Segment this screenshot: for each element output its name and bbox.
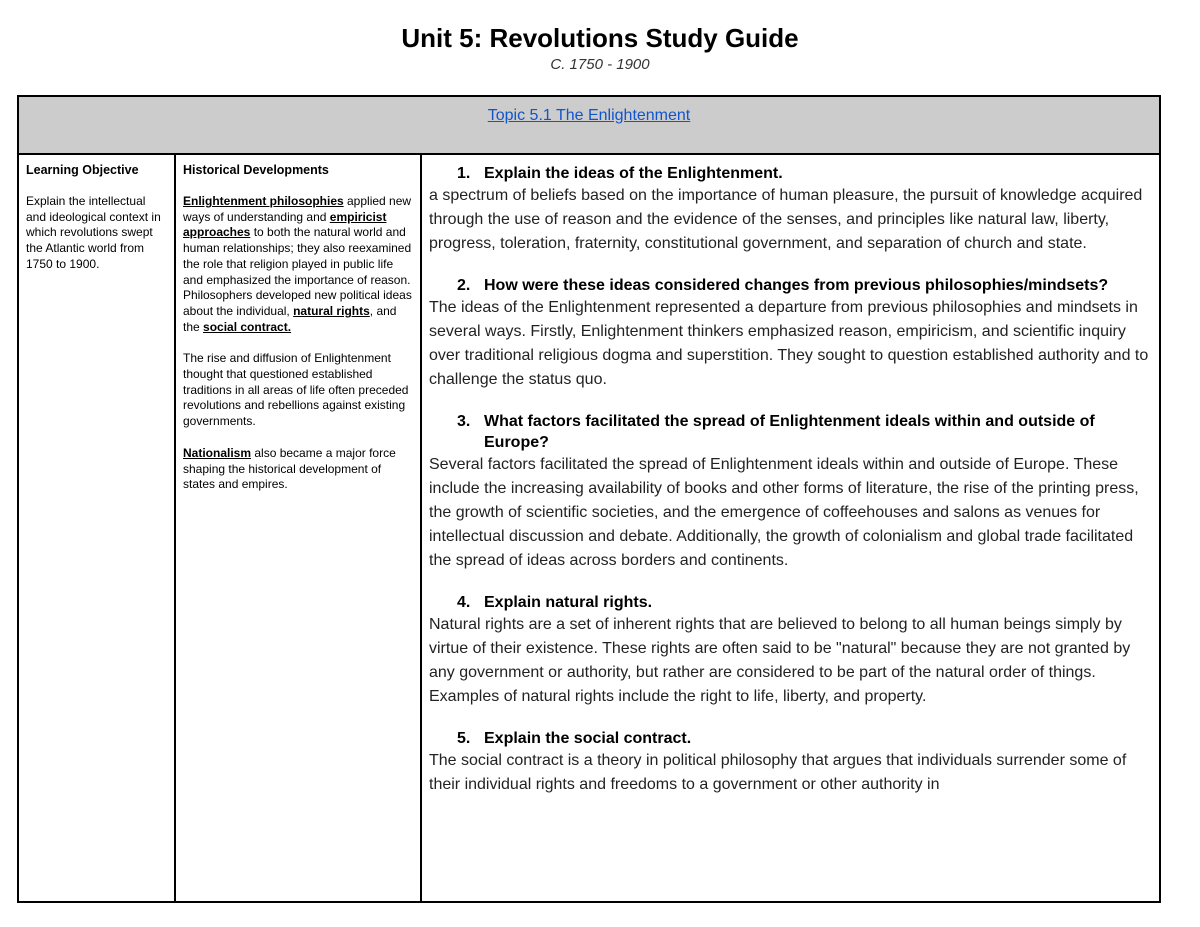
questions-column — [422, 155, 1159, 901]
question-answer: Natural rights are a set of inherent rights that are believed to belong to all human beings simply by virtue of their existence. These rights are often said to be "natural" because they are not granted by any government or authority, but rather are considered to be part of the natural order of things. Examples of natural rights include the right to life, liberty, and property. — [429, 616, 1131, 705]
question-item — [429, 275, 1151, 392]
term-empiricist-approaches: empiricist approaches — [183, 209, 387, 240]
question-title: 5. Explain the social contract. — [457, 730, 692, 747]
question-item — [429, 163, 1151, 256]
question-number: 3. — [457, 413, 471, 430]
developments-paragraph-1: Enlightenment philosophies applied new ways of understanding and empiricist approaches to both the natural world and human relationships; they also reexamined the role that religion played in public life and emphasized the importance of reason. Philosophers developed new political ideas about the individual, natural rights, and the social contract. — [183, 194, 412, 334]
page-title: Unit 5: Revolutions Study Guide — [401, 23, 799, 53]
question-answer: Several factors facilitated the spread of Enlightenment ideals within and outside of Europe. These include the increasing availability of books and other forms of literature, the rise of the printing press, the growth of scientific societies, and the emergence of coffeehouses and salons as venues for intellectual discussion and debate. Additionally, the growth of colonialism and global trade facilitated the spread of ideas across borders and continents. — [429, 456, 1139, 569]
learning-objective-text: Explain the intellectual and ideological context in which revolutions swept the Atlantic world from 1750 to 1900. — [26, 194, 161, 271]
page-subtitle: C. 1750 - 1900 — [550, 56, 650, 73]
learning-objective-heading: Learning Objective — [26, 163, 139, 177]
question-number: 2. — [457, 277, 471, 294]
historical-developments-column — [176, 155, 422, 901]
question-title: 4. Explain natural rights. — [457, 594, 653, 611]
term-natural-rights: natural rights — [293, 303, 370, 318]
question-item — [429, 728, 1151, 797]
term-social-contract: social contract. — [203, 319, 292, 334]
question-title: 2. How were these ideas considered changes from previous philosophies/mindsets? — [457, 277, 1109, 294]
question-item — [429, 411, 1151, 573]
question-number: 4. — [457, 594, 471, 611]
question-answer: a spectrum of beliefs based on the importance of human pleasure, the pursuit of knowledge acquired through the use of reason and the evidence of the senses, and principles like natural law, liberty, progress, toleration, fraternity, constitutional government, and separation of church and state. — [429, 187, 1143, 252]
developments-paragraph-2: The rise and diffusion of Enlightenment thought that questioned established traditions in all areas of life often preceded revolutions and rebellions against existing governments. — [183, 351, 409, 429]
learning-objective-column — [19, 155, 176, 901]
historical-developments-heading: Historical Developments — [183, 163, 329, 177]
question-item — [429, 592, 1151, 709]
question-answer: The ideas of the Enlightenment represented a departure from previous philosophies and mindsets in several ways. Firstly, Enlightenment thinkers emphasized reason, empiricism, and scientific inquiry over traditional religious dogma and superstition. They sought to question established authority and to challenge the status quo. — [429, 299, 1149, 388]
page-header — [0, 22, 1200, 74]
question-title: 1. Explain the ideas of the Enlightenment. — [457, 165, 783, 182]
term-enlightenment-philosophies: Enlightenment philosophies — [183, 194, 344, 208]
topic-link[interactable]: Topic 5.1 The Enlightenment — [487, 107, 691, 124]
topic-header-bar — [19, 97, 1159, 155]
term-nationalism: Nationalism — [183, 445, 252, 460]
question-number: 1. — [457, 165, 471, 182]
developments-paragraph-3: Nationalism also became a major force shaping the historical development of states and empires. — [183, 445, 396, 492]
study-guide-table — [17, 95, 1161, 903]
question-answer: The social contract is a theory in political philosophy that argues that individuals surrender some of their individual rights and freedoms to a government or other authority in — [429, 752, 1127, 793]
question-title: 3. What factors facilitated the spread of Enlightenment ideals within and outside of Europe? — [457, 413, 1095, 451]
question-number: 5. — [457, 730, 471, 747]
